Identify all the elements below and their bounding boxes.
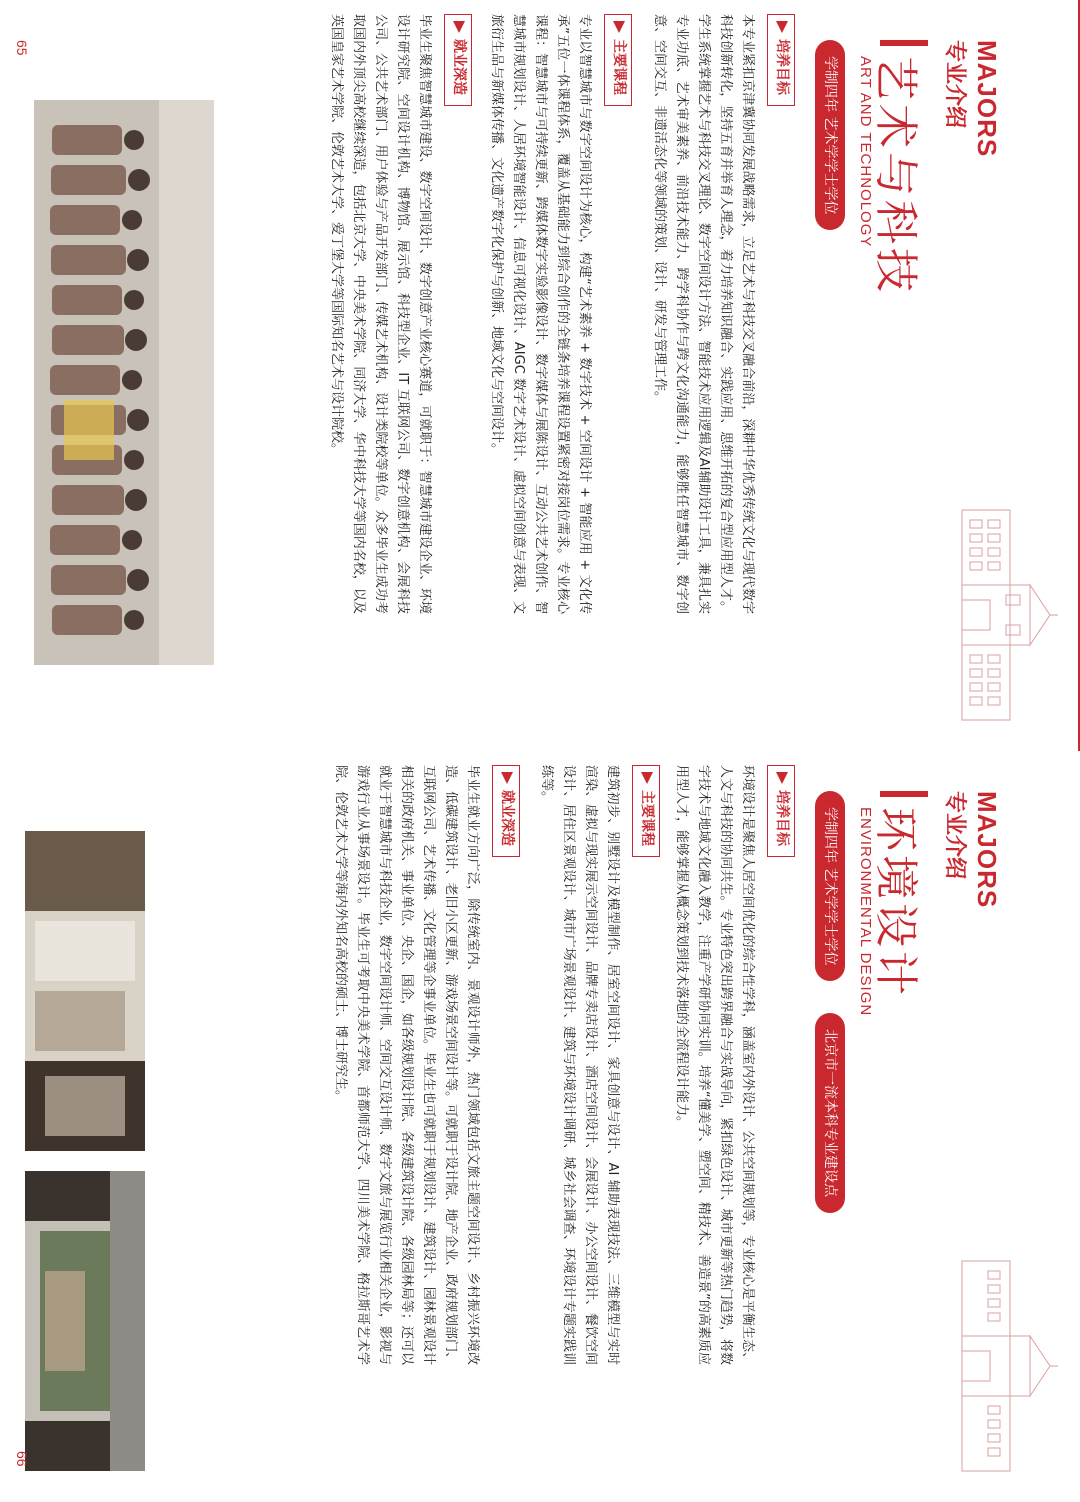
page-number: 65 [14, 40, 30, 56]
majors-label: MAJORS [972, 791, 1002, 909]
building-illustration [960, 500, 1060, 730]
heading-arrow-icon [453, 21, 465, 33]
section-text-courses: 专业以智慧城市与数字空间设计为核心，构建“艺术素养 + 数字技术 + 空间设计 + 智能应用 + 文化传承”五位一体课程体系，覆盖从基础能力到综合创作的全链条培养课程设置紧密对接岗位需求。专业核心课程：智慧城市与可持续更新、跨媒体数字实验影像设计、数字媒体与展陈设计、互动公共艺术创作、智慧城市规划设计、人居环境智能设计、信息可视化设计、AIGC 数字艺术设计、虚拟空间创意与表现、文旅衍生品与新媒体传播、文化遗产数字化保护与创新、地域文化与空间设计。 [489, 14, 592, 614]
section-heading-goal: 培养目标 [767, 14, 795, 106]
title-accent-bar [880, 40, 928, 46]
majors-cn-label: 专业介绍 [942, 40, 968, 129]
title-accent-bar [880, 791, 928, 797]
heading-arrow-icon [613, 21, 625, 33]
degree-badge: 学制四年 艺术学学士学位 [815, 791, 845, 981]
majors-cn-label: 专业介绍 [942, 791, 968, 880]
page-66-content [0, 751, 1080, 1502]
major-title: 环境设计 [870, 807, 921, 999]
interior-photo [25, 831, 145, 1151]
heading-arrow-icon [501, 772, 513, 784]
heading-arrow-icon [776, 21, 788, 33]
majors-label: MAJORS [972, 40, 1002, 158]
page-number: 66 [14, 1451, 30, 1467]
section-heading-courses: 主要课程 [604, 14, 632, 106]
section-text-goal: 本专业紧扣京津冀协同发展战略需求，立足艺术与科技交叉融合前沿，深耕中华优秀传统文化与现代数字科技创新转化，坚持五育并举育人理念，着力培养知识融合、实践应用、思维开拓的复合型应用型人才。学生系统掌握艺术与科技交叉理论、数字空间设计方法、智能技术应用逻辑及AI辅助设计工具，兼具扎实专业功底、艺术审美素养、前沿技术能力、跨学科协作与跨文化沟通能力，能够胜任智慧城市、数字创意、空间交互、非遗活态化等领域的策划、设计、研发与管理工作。 [652, 14, 755, 614]
section-heading-career: 就业深造 [492, 765, 520, 857]
degree-badge: 学制四年 艺术学学士学位 [815, 40, 845, 230]
program-badge: 北京市一流本科专业建设点 [815, 1013, 845, 1213]
group-photo [34, 100, 214, 665]
major-title-en: ENVIRONMENTAL DESIGN [857, 807, 874, 1017]
building-illustration [960, 1251, 1060, 1481]
section-text-goal: 环境设计是聚焦人居空间优化的综合性学科，涵盖室内外设计、公共空间规划等，专业核心是平衡生态、人文与科技的协同共生。专业特色突出跨界融合与实战导向，紧扣绿色设计、城市更新等热门趋势，将数字技术与地域文化融入教学，注重产学研协同实训。培养“懂美学、塑空间、精技术、善造景”的高素质应用型人才，能够掌握从概念策划到技术落地的全流程设计能力。 [674, 765, 755, 1365]
major-title: 艺术与科技 [870, 56, 921, 296]
page-66 [0, 751, 1080, 1502]
heading-arrow-icon [776, 772, 788, 784]
section-heading-career: 就业深造 [444, 14, 472, 106]
section-text-career: 毕业生就业方向广泛，除传统室内、景观设计师外，热门领域包括文旅主题空间设计、乡村振兴环境改造、低碳建筑设计、老旧小区更新、游戏场景空间设计等。可就职于设计院、地产企业、政府规划部门、互联网公司、艺术传播、文化管理等企事业单位。毕业生也可就职于规划设计、建筑设计、园林景观设计相关的政府机关、事业单位、央企、国企，如各级规划设计院、各级建筑设计院、各级园林局等；还可以就业于智慧城市与科技企业，数字空间设计师、空间交互设计师、数字文旅与展览行业相关企业，影视与游戏行业从事场景设计。毕业生可考取中央美术学院、首都师范大学、四川美术学院、格拉斯哥艺术学院、伦敦艺术大学等海内外知名高校的硕士、博士研究生。 [333, 765, 480, 1365]
courtyard-photo [25, 1171, 145, 1471]
section-heading-courses: 主要课程 [632, 765, 660, 857]
major-title-en: ART AND TECHNOLOGY [857, 56, 874, 248]
section-text-courses: 建筑初步、别墅设计及模型制作、居室空间设计、家具创意与设计、AI 辅助表现技法、三维模型与实时渲染、虚拟与现实展示空间设计、品牌专卖店设计、酒店空间设计、会展设计、办公空间设计、餐饮空间设计、居住区景观设计、城市广场景观设计、建筑与环境设计调研、城乡社会调查、环境设计专题实践训练等。 [539, 765, 620, 1365]
section-text-career: 毕业生聚焦智慧城市建设、数字空间设计、数字创意产业核心赛道，可就职于：智慧城市建设企业、环境设计研究院、空间设计机构、博物馆、展示馆、科技型企业、IT 互联网公司、数字创意机构、会展科技公司、公共艺术部门、用户体验与产品开发部门、传媒艺术机构、设计类院校等单位。众多毕业生成功考取国内外顶尖高校继续深造，包括北京大学、中央美术学院、同济大学、华中科技大学等国内名校，以及英国皇家艺术学院、伦敦艺术大学、爱丁堡大学等国际知名艺术与设计院校。 [329, 14, 432, 614]
section-heading-goal: 培养目标 [767, 765, 795, 857]
heading-arrow-icon [641, 772, 653, 784]
